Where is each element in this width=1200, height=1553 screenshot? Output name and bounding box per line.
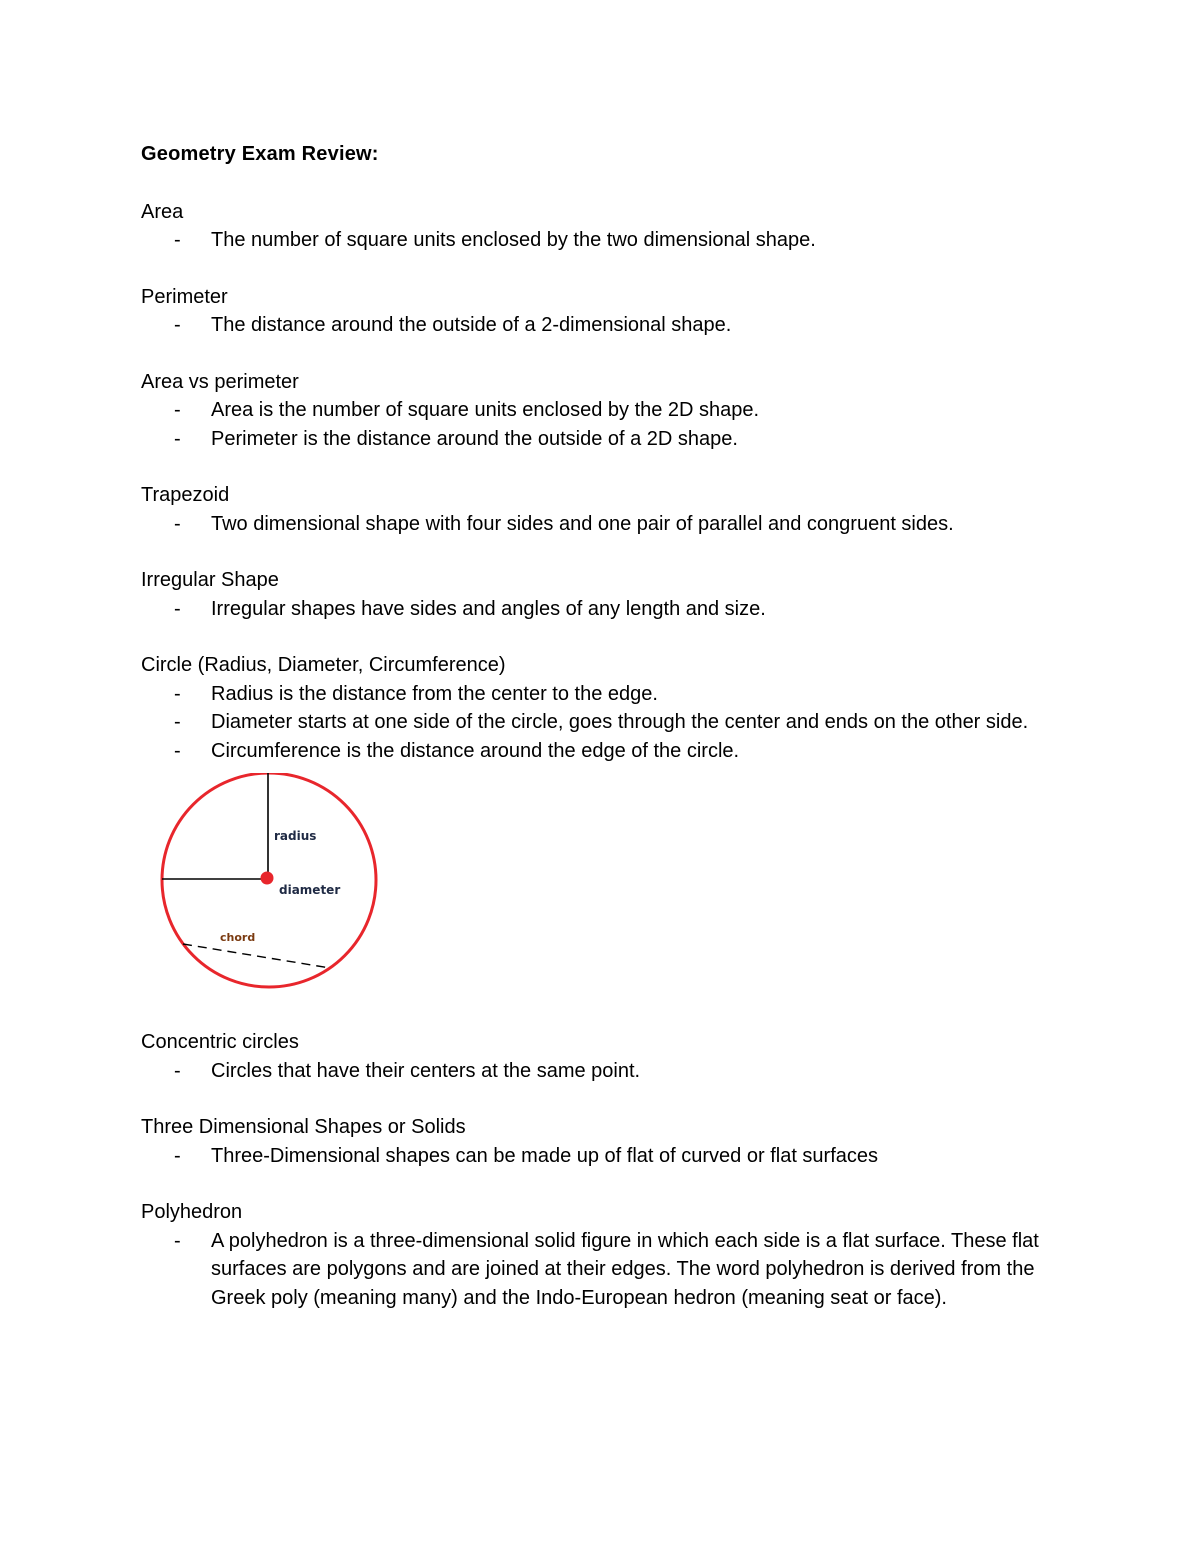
bullet-dash: - <box>174 711 181 733</box>
bullet-dash: - <box>174 597 181 620</box>
center-point <box>261 872 274 885</box>
bullet-text: The distance around the outside of a 2-dimensional shape. <box>211 314 732 336</box>
bullet-dash: - <box>174 512 181 535</box>
bullet-list <box>141 1227 1061 1313</box>
section-concentric-circles <box>141 1028 1061 1085</box>
radius-label: radius <box>274 829 317 843</box>
section-heading: Area <box>141 200 184 223</box>
circle-diagram <box>158 773 398 993</box>
section-area <box>141 198 1061 255</box>
bullet-dash: - <box>174 1059 181 1082</box>
section-heading: Three Dimensional Shapes or Solids <box>141 1116 466 1138</box>
bullet-text: Circles that have their centers at the same point. <box>211 1059 641 1082</box>
bullet-dash: - <box>174 739 181 762</box>
bullet-dash: - <box>174 682 181 705</box>
bullet-item <box>141 595 1061 624</box>
bullet-dash: - <box>174 314 181 336</box>
bullet-text: Circumference is the distance around the edge of the circle. <box>211 739 740 762</box>
bullet-list <box>141 1142 1061 1171</box>
bullet-text: The number of square units enclosed by the two dimensional shape. <box>211 229 816 251</box>
bullet-item <box>141 737 1061 766</box>
bullet-list <box>141 1057 1061 1086</box>
circle-diagram-svg <box>158 773 398 993</box>
document-page <box>141 140 1061 1340</box>
bullet-dash: - <box>174 399 181 421</box>
bullet-item <box>141 226 1061 255</box>
bullet-text: Irregular shapes have sides and angles of any length and size. <box>211 597 766 620</box>
section-perimeter <box>141 283 1061 340</box>
diameter-label: diameter <box>279 883 341 897</box>
bullet-item <box>141 1057 1061 1086</box>
bullet-item <box>141 1142 1061 1171</box>
bullet-text: Diameter starts at one side of the circle, goes through the center and ends on the other side. <box>211 711 1029 733</box>
bullet-list <box>141 311 1061 340</box>
bullet-item <box>141 708 1061 737</box>
section-heading: Perimeter <box>141 285 228 308</box>
bullet-list <box>141 680 1061 766</box>
document-title: Geometry Exam Review: <box>141 143 379 165</box>
section-heading: Area vs perimeter <box>141 370 299 393</box>
section-polyhedron <box>141 1198 1061 1312</box>
bullet-list <box>141 595 1061 624</box>
section-irregular-shape <box>141 566 1061 623</box>
bullet-dash: - <box>174 1144 181 1167</box>
bullet-dash: - <box>174 229 181 251</box>
bullet-item <box>141 311 1061 340</box>
section-area-vs-perimeter <box>141 368 1061 454</box>
bullet-text: Radius is the distance from the center to the edge. <box>211 682 658 705</box>
bullet-dash: - <box>174 1229 181 1252</box>
section-heading: Trapezoid <box>141 484 230 506</box>
bullet-text: Two dimensional shape with four sides and one pair of parallel and congruent sides. <box>211 512 954 535</box>
bullet-list <box>141 226 1061 255</box>
section-trapezoid <box>141 481 1061 538</box>
bullet-text: A polyhedron is a three-dimensional solid figure in which each side is a flat surface. These flat surfaces are polygons and are joined at their edges. The word polyhedron is derived from the Greek poly (meaning many) and the Indo-European hedron (meaning seat or face). <box>211 1229 1039 1309</box>
bullet-item <box>141 396 1061 425</box>
bullet-item <box>141 1227 1061 1313</box>
section-heading: Circle (Radius, Diameter, Circumference) <box>141 654 506 676</box>
bullet-list <box>141 396 1061 453</box>
bullet-dash: - <box>174 427 181 450</box>
bullet-item <box>141 425 1061 454</box>
section-heading: Polyhedron <box>141 1201 243 1223</box>
bullet-text: Perimeter is the distance around the outside of a 2D shape. <box>211 427 738 450</box>
section-heading: Concentric circles <box>141 1031 299 1053</box>
bullet-item <box>141 510 1061 539</box>
bullet-text: Three-Dimensional shapes can be made up of flat of curved or flat surfaces <box>211 1144 879 1167</box>
bullet-item <box>141 680 1061 709</box>
bullet-text: Area is the number of square units enclosed by the 2D shape. <box>211 399 760 421</box>
section-heading: Irregular Shape <box>141 569 279 591</box>
bullet-list <box>141 510 1061 539</box>
section-circle <box>141 651 1061 765</box>
chord-label: chord <box>220 931 256 944</box>
section-three-dimensional-shapes <box>141 1113 1061 1170</box>
